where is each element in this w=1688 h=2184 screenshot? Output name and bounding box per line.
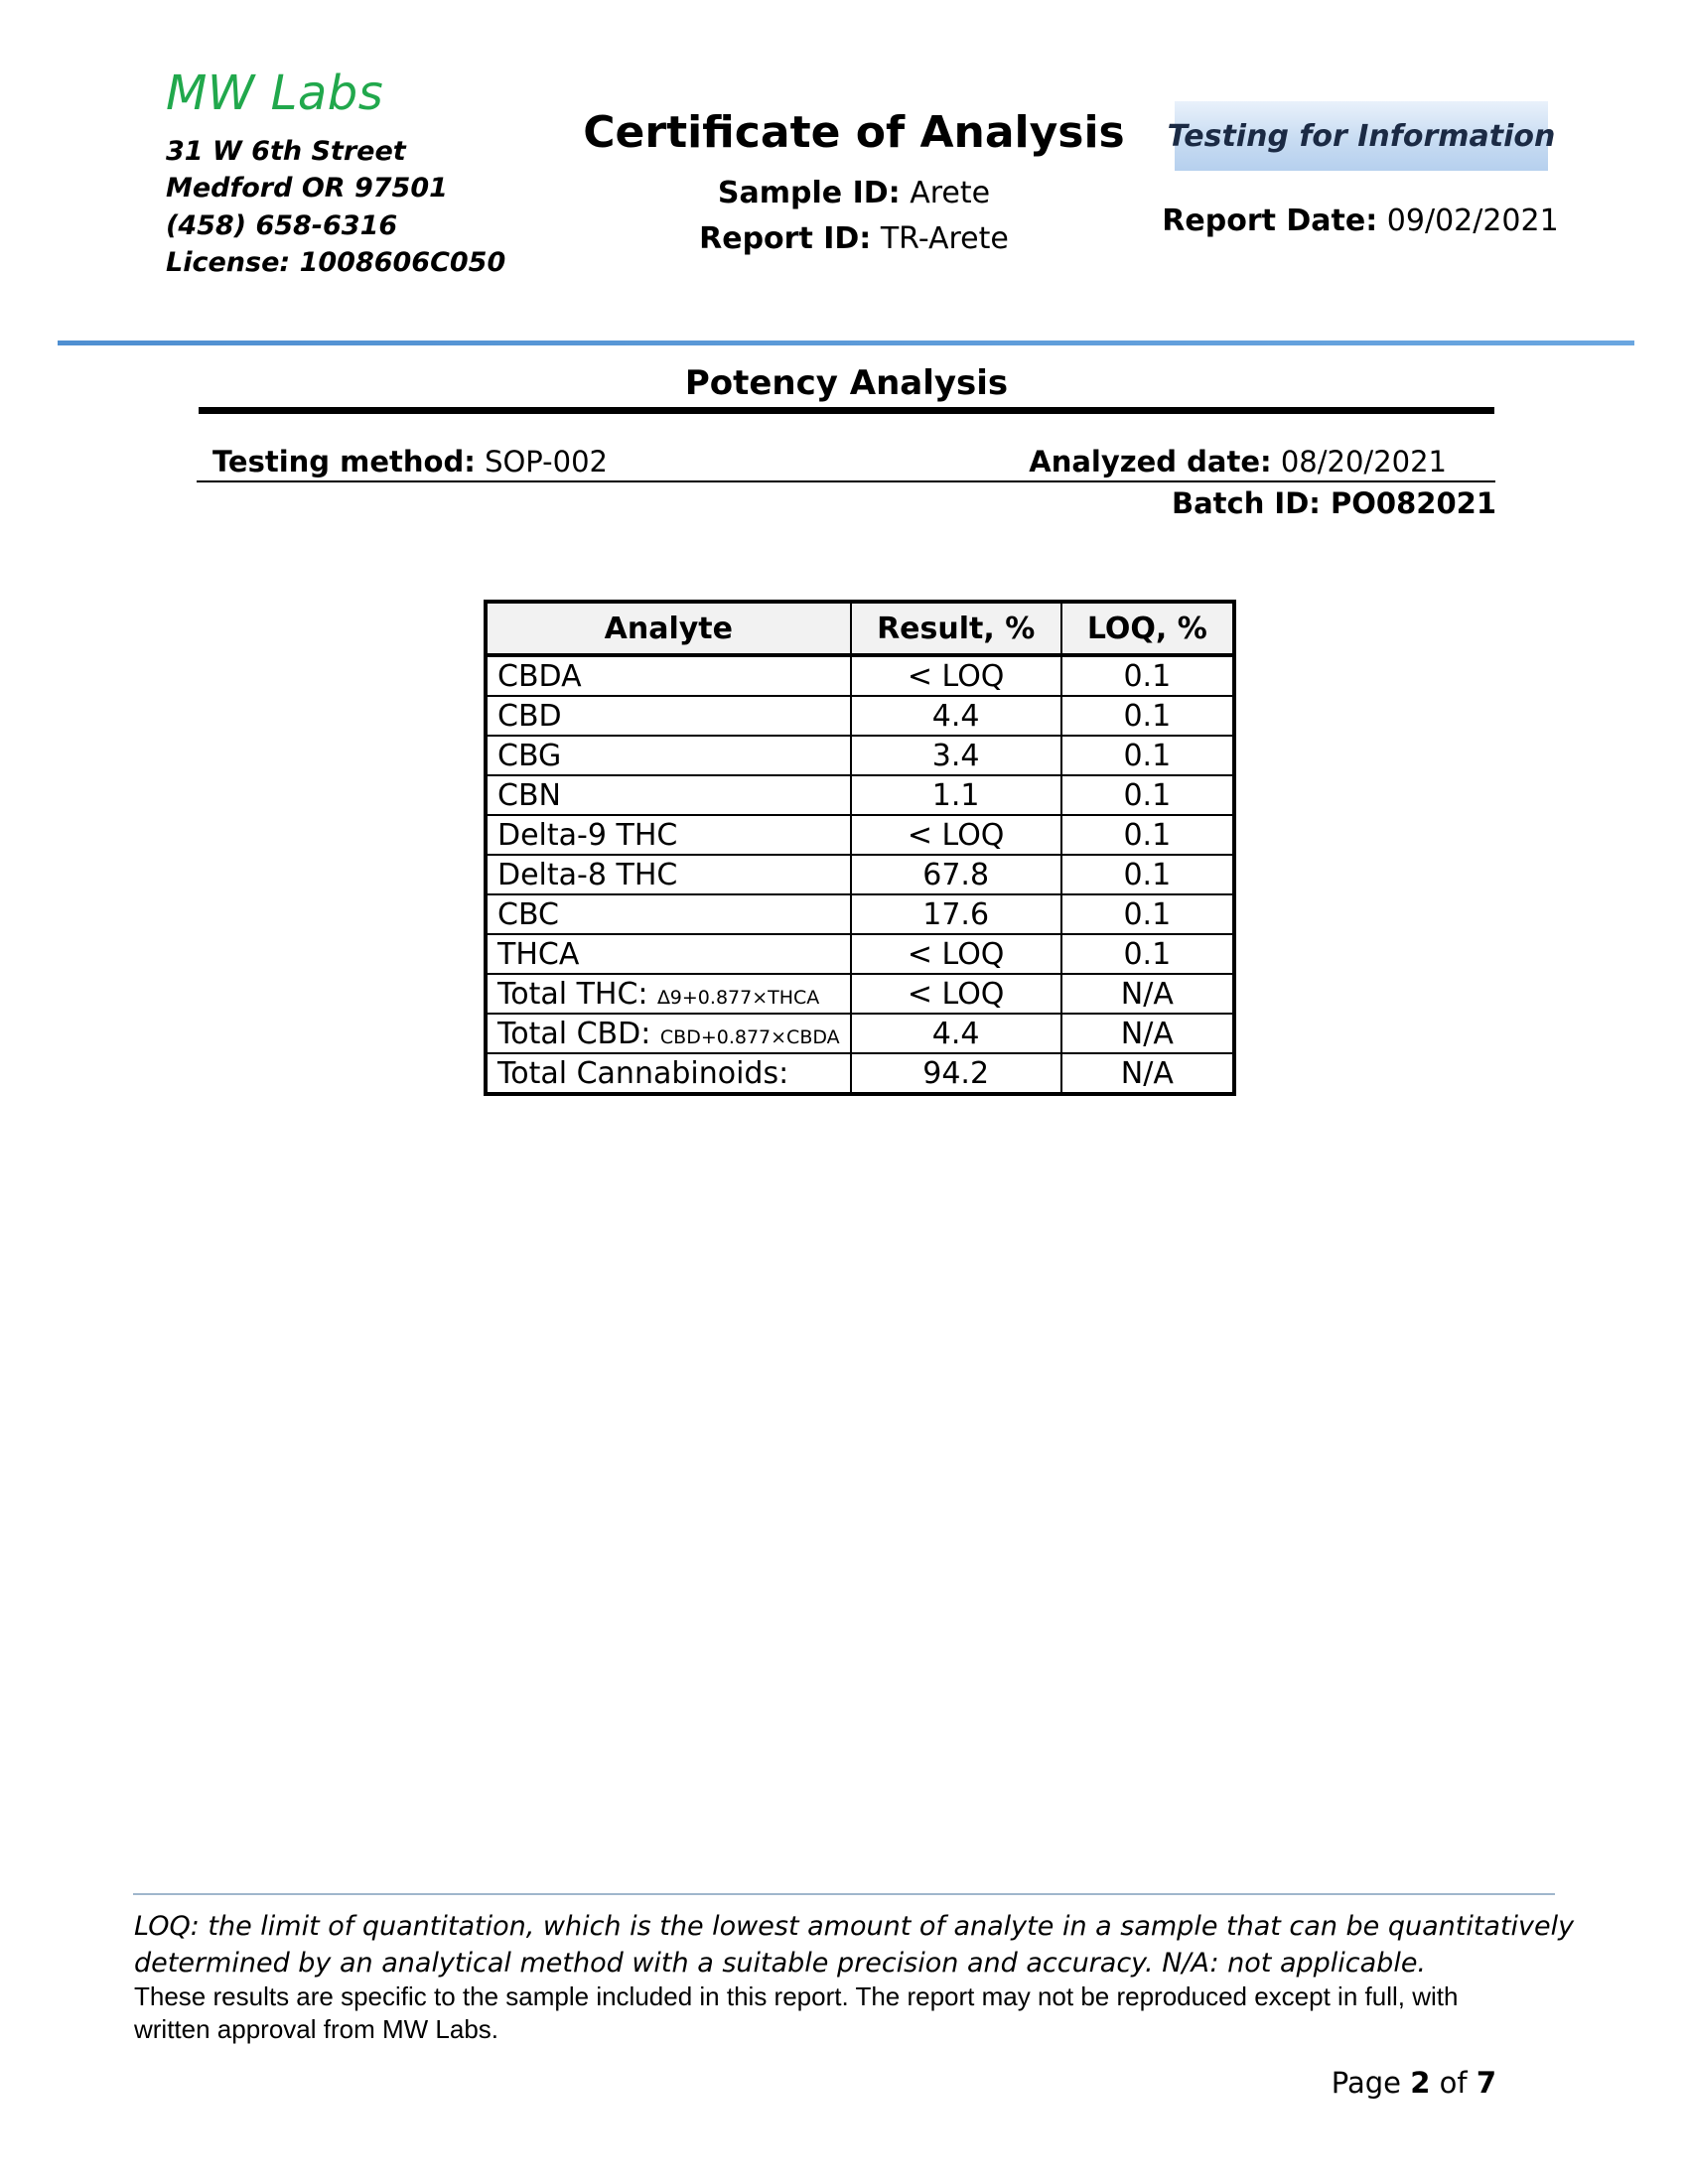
analyte-name: CBD <box>497 698 562 734</box>
testing-info-badge: Testing for Information <box>1175 101 1548 171</box>
analyte-name: Total THC: <box>497 976 648 1012</box>
page-total: 7 <box>1476 2066 1496 2100</box>
analyte-name: CBG <box>497 738 562 773</box>
lab-address-line2: Medford OR 97501 <box>166 173 448 204</box>
lab-address-line1: 31 W 6th Street <box>166 136 406 167</box>
report-date-label: Report Date: <box>1162 204 1378 238</box>
disclaimer-line1: These results are specific to the sample included in this report. The report may not be reproduced except in full, with <box>134 1981 1459 2011</box>
column-header-result: Result, % <box>851 602 1061 655</box>
table-row <box>486 655 1234 696</box>
table-body <box>486 655 1234 1094</box>
page-current: 2 <box>1410 2066 1431 2100</box>
analyte-cell <box>486 1014 851 1053</box>
result-cell: < LOQ <box>851 974 1061 1014</box>
analyte-name: Total Cannabinoids: <box>497 1055 789 1091</box>
column-header-loq: LOQ, % <box>1061 602 1234 655</box>
column-header-analyte: Analyte <box>486 602 851 655</box>
header-divider <box>58 341 1634 345</box>
table-row <box>486 815 1234 855</box>
analyte-name: Total CBD: <box>497 1016 651 1051</box>
analyte-cell <box>486 696 851 736</box>
loq-cell: 0.1 <box>1061 775 1234 815</box>
page-number <box>1332 2066 1496 2100</box>
analyte-name: THCA <box>497 936 580 972</box>
table-row <box>486 855 1234 894</box>
analyte-cell <box>486 894 851 934</box>
lab-name: MW Labs <box>166 66 384 121</box>
table-row <box>486 974 1234 1014</box>
result-cell: < LOQ <box>851 655 1061 696</box>
analyzed-date-label: Analyzed date: <box>1029 445 1272 478</box>
loq-cell: 0.1 <box>1061 894 1234 934</box>
loq-cell: 0.1 <box>1061 655 1234 696</box>
batch-id <box>1172 486 1496 520</box>
analyzed-date <box>1029 445 1447 478</box>
analyzed-date-value: 08/20/2021 <box>1280 445 1447 478</box>
table-row <box>486 1053 1234 1094</box>
loq-cell: N/A <box>1061 1014 1234 1053</box>
analyte-cell <box>486 855 851 894</box>
loq-cell: 0.1 <box>1061 855 1234 894</box>
analyte-formula: CBD+0.877×CBDA <box>659 1025 840 1048</box>
disclaimer-line2: written approval from MW Labs. <box>134 2014 499 2044</box>
loq-note-line1: LOQ: the limit of quantitation, which is the lowest amount of analyte in a sample that can be quantitatively <box>134 1911 1575 1942</box>
result-cell: 67.8 <box>851 855 1061 894</box>
sample-id-value: Arete <box>910 176 991 210</box>
footer-divider <box>133 1893 1555 1895</box>
batch-id-label: Batch ID: <box>1171 486 1321 520</box>
loq-cell: 0.1 <box>1061 815 1234 855</box>
table-header-row <box>486 602 1234 655</box>
result-cell: 94.2 <box>851 1053 1061 1094</box>
result-cell: 3.4 <box>851 736 1061 775</box>
batch-id-value: PO082021 <box>1331 486 1496 520</box>
result-cell: 4.4 <box>851 696 1061 736</box>
table-row <box>486 736 1234 775</box>
testing-method-label: Testing method: <box>212 445 476 478</box>
report-date-line <box>1162 204 1559 238</box>
section-title-rule <box>199 407 1494 414</box>
loq-cell: N/A <box>1061 974 1234 1014</box>
analyte-name: Delta-9 THC <box>497 817 678 853</box>
table-row <box>486 696 1234 736</box>
report-id-label: Report ID: <box>699 221 872 256</box>
lab-phone: (458) 658-6316 <box>166 210 398 241</box>
report-date-value: 09/02/2021 <box>1386 204 1559 238</box>
analyte-name: CBDA <box>497 658 582 694</box>
analyte-name: CBN <box>497 777 561 813</box>
result-cell: 1.1 <box>851 775 1061 815</box>
loq-cell: 0.1 <box>1061 736 1234 775</box>
result-cell: < LOQ <box>851 815 1061 855</box>
loq-cell: 0.1 <box>1061 934 1234 974</box>
analyte-cell <box>486 655 851 696</box>
analyte-formula: ∆9+0.877×THCA <box>657 986 820 1009</box>
analyte-cell <box>486 1053 851 1094</box>
analyte-cell <box>486 775 851 815</box>
analyte-name: CBC <box>497 896 559 932</box>
result-cell: < LOQ <box>851 934 1061 974</box>
testing-method-value: SOP-002 <box>485 445 608 478</box>
analyte-name: Delta-8 THC <box>497 857 678 892</box>
result-cell: 4.4 <box>851 1014 1061 1053</box>
page-word: Page <box>1331 2066 1402 2100</box>
loq-cell: 0.1 <box>1061 696 1234 736</box>
page-of: of <box>1439 2066 1468 2100</box>
testing-method <box>212 445 608 478</box>
sample-id-line <box>516 176 1192 210</box>
sample-id-label: Sample ID: <box>717 176 901 210</box>
analyte-cell <box>486 815 851 855</box>
lab-license: License: 1008606C050 <box>166 247 506 278</box>
certificate-title: Certificate of Analysis <box>583 107 1125 158</box>
potency-results-table <box>484 600 1236 1096</box>
result-cell: 17.6 <box>851 894 1061 934</box>
report-id-value: TR-Arete <box>880 221 1009 256</box>
table-row <box>486 934 1234 974</box>
report-id-line <box>516 221 1192 256</box>
table-row <box>486 1014 1234 1053</box>
meta-divider <box>197 480 1495 482</box>
loq-note-line2: determined by an analytical method with a suitable precision and accuracy. N/A: not applicable. <box>134 1948 1427 1979</box>
analyte-cell <box>486 974 851 1014</box>
table-row <box>486 894 1234 934</box>
loq-cell: N/A <box>1061 1053 1234 1094</box>
table-row <box>486 775 1234 815</box>
analyte-cell <box>486 934 851 974</box>
section-title: Potency Analysis <box>684 363 1009 403</box>
analyte-cell <box>486 736 851 775</box>
